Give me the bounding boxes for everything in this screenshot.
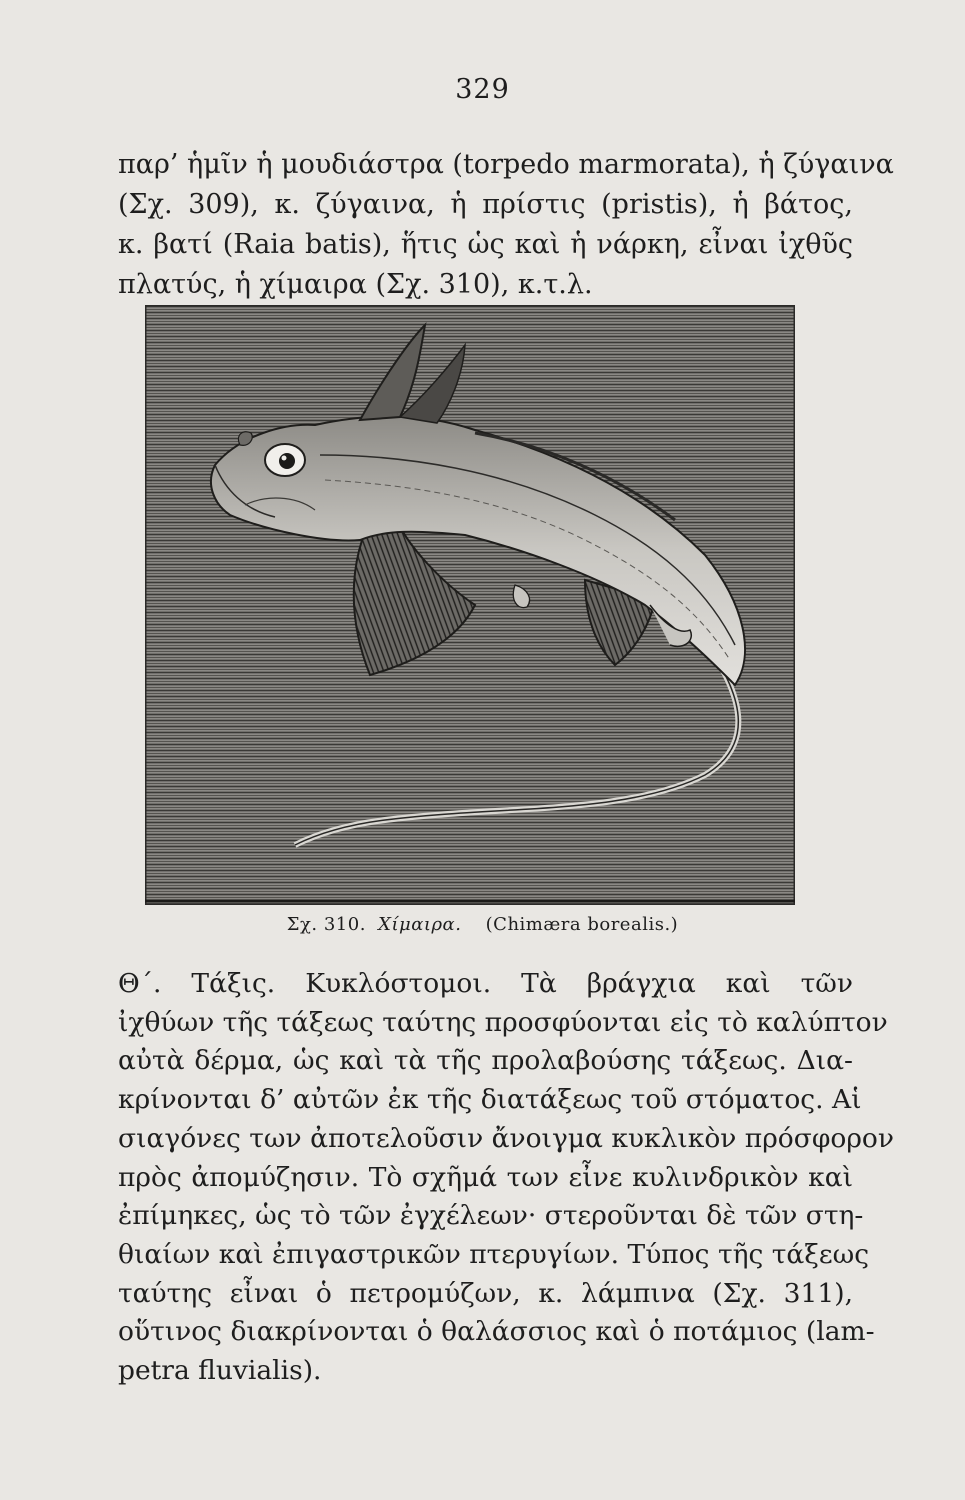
text-paragraph-upper [118, 145, 894, 305]
text-line: κ. βατί (Raia batis), ἥτις ὡς καὶ ἡ νάρκη, εἶναι ἰχθῦς [118, 229, 853, 260]
text-line: Θ΄. Τάξις. Κυκλόστομοι. Τὰ βράγχια καὶ τῶν [118, 968, 853, 999]
text-line: θιαίων καὶ ἐπιγαστρικῶν πτερυγίων. Τύπος τῆς τάξεως [118, 1238, 870, 1270]
text-line: κρίνονται δ’ αὐτῶν ἐκ τῆς διατάξεως τοῦ στόματος. Αἱ [118, 1084, 862, 1116]
text-line: (Σχ. 309), κ. ζύγαινα, ἡ πρίστις (pristis), ἡ βάτος, [118, 189, 853, 220]
text-line: πλατύς, ἡ χίμαιρα (Σχ. 310), κ.τ.λ. [118, 269, 593, 300]
text-line: οὕτινος διακρίνονται ὁ θαλάσσιος καὶ ὁ ποτάμιος (lam- [118, 1316, 875, 1348]
chimaera-fish-illustration [145, 305, 795, 905]
text-line: σιαγόνες των ἀποτελοῦσιν ἄνοιγμα κυκλικὸν πρόσφορον [118, 1122, 894, 1154]
caption-latin: (Chimæra borealis.) [485, 914, 679, 935]
text-paragraph-lower [118, 965, 894, 1391]
text-line: παρ’ ἡμῖν ἡ μουδιάστρα (torpedo marmorata), ἡ ζύγαινα [118, 149, 894, 180]
figure-caption [0, 914, 965, 935]
text-line: πρὸς ἀπομύζησιν. Τὸ σχῆμά των εἶνε κυλινδρικὸν καὶ [118, 1161, 853, 1193]
caption-number: Σχ. 310. [286, 914, 366, 935]
text-line: ἐπίμηκες, ὡς τὸ τῶν ἐγχέλεων· στεροῦνται δὲ τῶν στη- [118, 1200, 864, 1232]
text-line: petra fluvialis). [118, 1355, 322, 1387]
caption-name: Χίμαιρα. [378, 914, 462, 935]
text-line: ἰχθύων τῆς τάξεως ταύτης προσφύονται εἰς τὸ καλύπτον [118, 1006, 888, 1038]
text-line: αὐτὰ δέρμα, ὡς καὶ τὰ τῆς προλαβούσης τάξεως. Δια- [118, 1045, 853, 1077]
chimaera-engraving [145, 305, 795, 905]
text-line: ταύτης εἶναι ὁ πετρομύζων, κ. λάμπινα (Σχ. 311), [118, 1277, 853, 1309]
page-number: 329 [455, 74, 510, 105]
